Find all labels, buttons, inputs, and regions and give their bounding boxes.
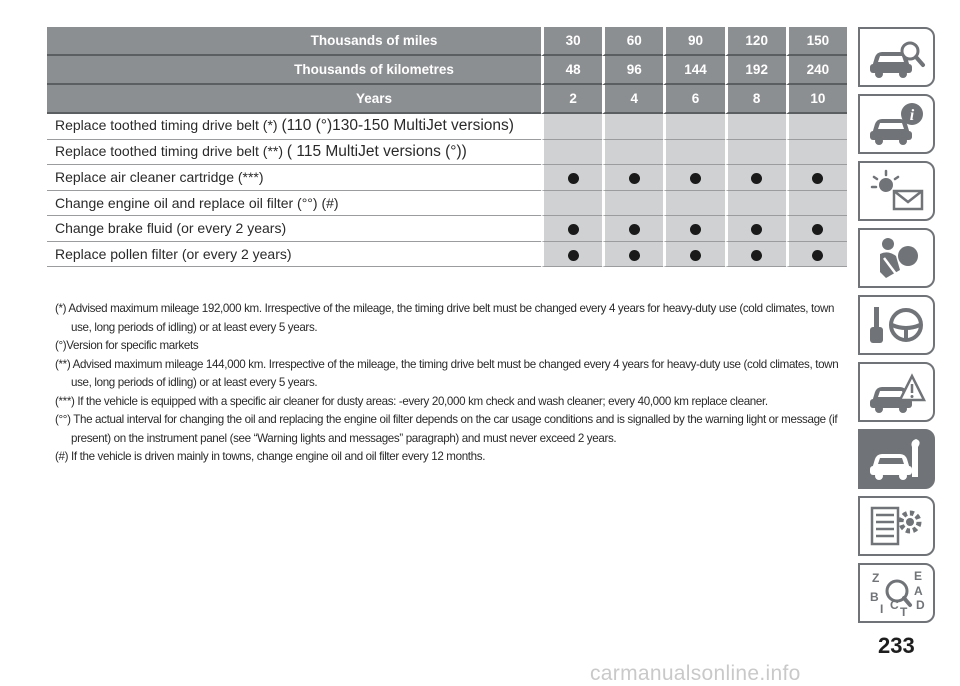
header-value: 8	[725, 85, 786, 114]
required-dot-icon	[690, 224, 701, 235]
header-value: 4	[602, 85, 663, 114]
car-info-icon	[866, 100, 928, 148]
tab-emergency[interactable]	[858, 362, 935, 422]
row-label-text: Replace toothed timing drive belt (**)	[55, 142, 287, 159]
footnote: (°)Version for specific markets	[55, 339, 199, 352]
interval-cell	[541, 242, 602, 268]
car-wrench-icon	[866, 435, 928, 483]
header-value: 240	[786, 56, 847, 85]
interval-cell	[602, 140, 663, 166]
required-dot-icon	[751, 224, 762, 235]
required-dot-icon	[629, 173, 640, 184]
required-dot-icon	[751, 173, 762, 184]
row-label-text: Replace air cleaner cartridge (***)	[55, 169, 264, 186]
interval-cell	[725, 114, 786, 140]
header-value: 60	[602, 27, 663, 56]
header-value: 144	[663, 56, 724, 85]
tab-technical-specs[interactable]	[858, 496, 935, 556]
footnote: (#) If the vehicle is driven mainly in towns, change engine oil and oil filter every 12 months.	[55, 450, 486, 463]
required-dot-icon	[812, 173, 823, 184]
tab-safety[interactable]	[858, 228, 935, 288]
required-dot-icon	[629, 250, 640, 261]
schedule-row-label	[47, 216, 541, 242]
interval-cell	[663, 191, 724, 217]
interval-cell	[663, 140, 724, 166]
schedule-row	[47, 165, 847, 191]
header-value: 10	[786, 85, 847, 114]
schedule-row	[47, 140, 847, 166]
page-number: 233	[878, 633, 915, 658]
airbag-passenger-icon	[866, 234, 928, 282]
svg-text:D: D	[915, 598, 925, 612]
interval-cell	[786, 165, 847, 191]
header-value: 150	[786, 27, 847, 56]
watermark: carmanualsonline.info	[590, 662, 801, 685]
schedule-row	[47, 114, 847, 140]
required-dot-icon	[568, 173, 579, 184]
interval-cell	[541, 165, 602, 191]
schedule-row-label	[47, 165, 541, 191]
row-label-text: Replace pollen filter (or every 2 years)	[55, 245, 292, 262]
chapter-tabs	[858, 27, 935, 630]
svg-text:A: A	[913, 584, 923, 598]
required-dot-icon	[812, 250, 823, 261]
interval-cell	[663, 216, 724, 242]
steering-wheel-key-icon	[866, 301, 928, 349]
header-value: 96	[602, 56, 663, 85]
schedule-row-label	[47, 191, 541, 217]
required-dot-icon	[568, 224, 579, 235]
car-search-icon	[866, 33, 928, 81]
header-label: Years	[47, 85, 541, 114]
interval-cell	[663, 114, 724, 140]
interval-cell	[663, 242, 724, 268]
interval-cell	[602, 191, 663, 217]
footnote: (***) If the vehicle is equipped with a specific air cleaner for dusty areas: -every 20,000 km check and wash cleaner; every 40,000 km replace cleaner.	[55, 394, 768, 408]
row-label-version-text: ( 115 MultiJet versions (°))	[286, 142, 467, 160]
interval-cell	[602, 114, 663, 140]
tab-warning-lights[interactable]	[858, 161, 935, 221]
car-emergency-icon	[866, 368, 928, 416]
required-dot-icon	[568, 250, 579, 261]
interval-cell	[602, 242, 663, 268]
footnote: (**) Advised maximum mileage 144,000 km. Irrespective of the mileage, the timing drive belt must be changed every 4 years for heavy-duty use (cold climates, town use, long periods of idling) or at least every 5 years.	[55, 357, 839, 389]
header-label: Thousands of miles	[47, 27, 541, 56]
schedule-row-label	[47, 242, 541, 268]
tab-car-search[interactable]	[858, 27, 935, 87]
header-row-kilometres	[47, 56, 847, 85]
header-row-miles	[47, 27, 847, 56]
svg-text:E: E	[913, 569, 922, 583]
required-dot-icon	[690, 250, 701, 261]
alphabetical-index-icon	[866, 569, 928, 617]
interval-cell	[602, 216, 663, 242]
interval-cell	[786, 191, 847, 217]
header-row-years	[47, 85, 847, 114]
row-label-text: Replace toothed timing drive belt (*)	[55, 117, 282, 134]
footnotes	[55, 300, 850, 467]
schedule-row	[47, 216, 847, 242]
row-label-version-text: (110 (°)130-150 MultiJet versions)	[281, 117, 514, 135]
header-value: 192	[725, 56, 786, 85]
interval-cell	[725, 242, 786, 268]
svg-text:T: T	[899, 605, 907, 617]
footnote: (*) Advised maximum mileage 192,000 km. Irrespective of the mileage, the timing drive belt must be changed every 4 years for heavy-duty use (cold climates, town use, long periods of idling) or at least every 5 years.	[55, 302, 835, 334]
tab-servicing-care[interactable]	[858, 429, 935, 489]
svg-text:B: B	[869, 590, 879, 604]
row-label-text: Change engine oil and replace oil filter (°°) (#)	[55, 194, 339, 211]
required-dot-icon	[812, 224, 823, 235]
header-value: 48	[541, 56, 602, 85]
interval-cell	[541, 140, 602, 166]
specs-gear-icon	[866, 502, 928, 550]
interval-cell	[663, 165, 724, 191]
svg-text:Z: Z	[871, 571, 879, 585]
svg-text:C: C	[889, 598, 899, 612]
required-dot-icon	[751, 250, 762, 261]
schedule-row-label	[47, 114, 541, 140]
warning-light-message-icon	[866, 167, 928, 215]
tab-starting-driving[interactable]	[858, 295, 935, 355]
row-label-text: Change brake fluid (or every 2 years)	[55, 220, 287, 237]
schedule-row	[47, 191, 847, 217]
footnote: (°°) The actual interval for changing the oil and replacing the engine oil filter depends on the car usage conditions and is signalled by the warning light or message (if present) on the instrument panel (see “Warning lights and messages” paragraph) and must never exceed 2 years.	[55, 413, 838, 445]
schedule-row-label	[47, 140, 541, 166]
header-value: 90	[663, 27, 724, 56]
svg-text:I: I	[879, 602, 883, 616]
header-value: 6	[663, 85, 724, 114]
interval-cell	[725, 165, 786, 191]
interval-cell	[725, 140, 786, 166]
interval-cell	[602, 165, 663, 191]
schedule-row	[47, 242, 847, 268]
svg-text:i: i	[909, 107, 914, 124]
required-dot-icon	[629, 224, 640, 235]
interval-cell	[541, 114, 602, 140]
interval-cell	[786, 216, 847, 242]
interval-cell	[786, 140, 847, 166]
interval-cell	[786, 242, 847, 268]
header-value: 2	[541, 85, 602, 114]
interval-cell	[541, 216, 602, 242]
interval-cell	[725, 216, 786, 242]
maintenance-schedule-table	[47, 27, 847, 267]
header-value: 30	[541, 27, 602, 56]
tab-car-info[interactable]	[858, 94, 935, 154]
header-label: Thousands of kilometres	[47, 56, 541, 85]
interval-cell	[541, 191, 602, 217]
header-value: 120	[725, 27, 786, 56]
interval-cell	[725, 191, 786, 217]
interval-cell	[786, 114, 847, 140]
tab-index[interactable]	[858, 563, 935, 623]
required-dot-icon	[690, 173, 701, 184]
